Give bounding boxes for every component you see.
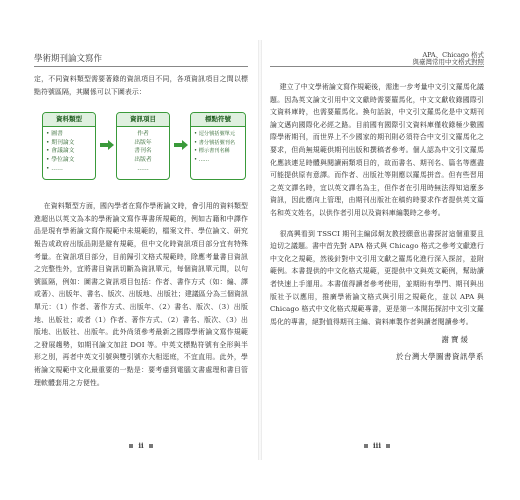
right-page xyxy=(270,51,484,450)
book-gutter xyxy=(258,40,262,460)
page-number-left: ii xyxy=(34,441,248,450)
diagram-item: 書刊名 xyxy=(134,148,152,155)
diagram-box-title: 標點符號 xyxy=(191,113,245,127)
left-paragraph-1: 定，不同資料類型需要著錄的資訊項目不同，各項資訊項目之間以標點符號區隔，其關係可以下圖表示： xyxy=(34,75,248,96)
diagram-box-list xyxy=(117,130,169,173)
diagram-box-title: 資料類型 xyxy=(43,113,95,127)
diagram-item: • 期刊論文 xyxy=(46,139,95,148)
left-paragraph-2: 在資料類型方面，國內學者在寫作學術論文時，會引用的資料類型進超出以英文為本的學術論文寫作專書所規範的，例如古籍和中譯作品是現有學術論文寫作規範中未規範的，檔案文件、學位論文、研究報告或政府出版品則是避有規範，但中文化時資訊項目部分宜有特殊考量。在資訊項目部分，目前歸引文格式規範時，除應考量書目資訊之完整性外，宜將書目資訊切斷為資訊單元，每個資訊單元間，以句號區隔，例如：圖書之資訊項目包括：作者、書作方式（如：編、譯或著）、出版年、書名、版次、出版地、出版社；建議區分為三個資訊單元：（1）作者、著作方式、出版年、（2）書名、版次、（3）出版地、出版社；或者（1）作者、著作方式、（2）書名、版次、（3）出版地、出版社、出版年。此外尚須參考最新之國際學術論文寫作規範之發展趨勢，如期刊論文加註 DOI 等。中英文標點符號有全形與半形之別，再者中英文引號與雙引號亦大相逕庭，不宜直用。此外，學術論文規範中文化最重要的一點是：要考慮到電腦文書處理和書目管理軟體套用之方便性。 xyxy=(34,202,248,387)
diagram-item: 作者 xyxy=(137,131,149,138)
diagram-box-list xyxy=(43,130,95,173)
diagram-item: • 會議論文 xyxy=(46,147,95,156)
diagram-item: • …… xyxy=(46,165,95,174)
diagram-box-data-types xyxy=(42,112,96,180)
diagram-item: • 圖書 xyxy=(46,130,95,139)
diagram-item: • …… xyxy=(194,156,245,165)
diagram-item: • 標示書刊名稱 xyxy=(194,147,245,156)
diagram-item: …… xyxy=(137,165,149,172)
arrow-right-icon xyxy=(100,140,114,150)
running-head-right-line1: APA、Chicago 格式 xyxy=(422,51,484,59)
running-head-left: 學術期刊論文寫作 xyxy=(34,52,248,67)
signature-affiliation: 於台灣大學圖書資訊學系 xyxy=(396,352,484,362)
relationship-diagram xyxy=(38,106,244,192)
running-head-right-line2: 與臺灣常用中文格式對照 xyxy=(412,58,484,66)
diagram-item: • 逗分號括號單元 xyxy=(194,130,245,139)
left-page xyxy=(34,52,248,450)
diagram-box-info-items xyxy=(116,112,170,180)
arrow-right-icon xyxy=(174,140,188,150)
diagram-box-list xyxy=(191,130,245,164)
diagram-box-punctuation xyxy=(190,112,246,180)
right-paragraph-1: 建立了中文學術論文寫作規範後，需進一步考量中文引文羅馬化議題。因為英文論文引用中文文獻時需要羅馬化，中文文獻收錄國際引文資料庫時，也需要羅馬化。換句話說，中文引文羅馬化是中文期刊論文邁向國際化必經之路。目前國有國際引文資料庫僅收錄極少數國際學術期刊，而世界上不少國家的期刊則必須符合中文引文羅馬化之要求，但尚無規範供期刊出版和撰稿者參考。個人認為中文引文羅馬化應該連足時體與閱讀兩類項目的，故而書名、期刊名、篇名等應盡可能提供原有意譯。而作者、出版社等則應以羅馬拼音。但有些習用之英文譯名時，宜以英文譯名為主，但作者在引用時無法得知這麼多資訊，因此應向上管理，由期刊出版社在稿約時要求作者提供英文篇名和英文姓名，以供作者引用以及資料庫編製時之參考。 xyxy=(270,83,484,217)
diagram-item: • 書分號括號刊名 xyxy=(194,139,245,148)
diagram-item: 出版年 xyxy=(134,139,152,146)
signature-name: 謝寶煖 xyxy=(441,335,470,345)
diagram-item: • 學位論文 xyxy=(46,156,95,165)
running-head-right xyxy=(270,52,484,67)
right-paragraph-2: 很高興看到 TSSCI 期刊主編邱炯友教授願意出書探討這個重要且迫切之議題。書中首先對 APA 格式與 Chicago 格式之參考文獻進行中文化之規範，然後針對中文引用文獻之羅馬化進行深入探討，並附範例。本書提供的中文化格式規範，更提供中文與英文範例，幫助讀者快速上手運用。本書值得讀者參考使用，並期盼有學門、期刊與出版社予以應用，推廣學術論文格式與引用之規範化，並以 APA 與 Chicago 格式中文化格式規範專書，更是第一本開拓探討中文引文羅馬化的專書，絕對值得期刊主編、資料庫製作者與讀者閱讀參考。 xyxy=(270,229,484,326)
diagram-item: 出版者 xyxy=(134,156,152,163)
diagram-box-title: 資訊項目 xyxy=(117,113,169,127)
page-number-right: iii xyxy=(270,441,484,450)
